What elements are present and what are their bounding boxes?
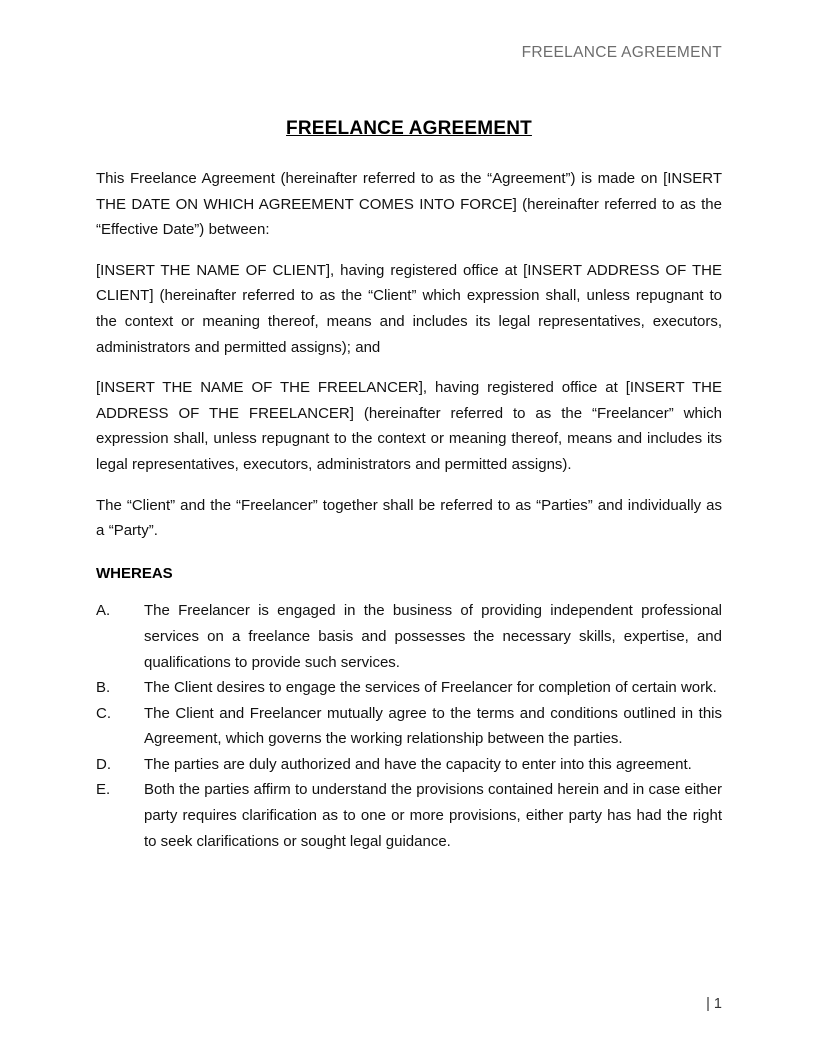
list-item-marker: B.	[96, 679, 111, 697]
paragraph-preamble: This Freelance Agreement (hereinafter referred to as the “Agreement”) is made on [INSERT THE DATE ON WHICH AGREEMENT COMES INTO FORCE] (hereinafter referred to as the “Effective Date”) between:	[96, 170, 722, 239]
list-item-text: Both the parties affirm to understand the provisions contained herein and in case either party requires clarification as to one or more provisions, either party has had the right to seek clarifications or sought legal guidance.	[144, 781, 722, 850]
list-item	[96, 777, 722, 854]
page-number: | 1	[706, 996, 722, 1012]
list-item	[96, 598, 722, 675]
page-title: FREELANCE AGREEMENT	[286, 118, 532, 139]
list-item-text: The Client desires to engage the services of Freelancer for completion of certain work.	[144, 679, 717, 697]
list-item-text: The Freelancer is engaged in the business of providing independent professional services on a freelance basis and possesses the necessary skills, expertise, and qualifications to provide such services.	[144, 602, 722, 671]
list-item	[96, 701, 722, 752]
header-running-title: FREELANCE AGREEMENT	[521, 44, 722, 61]
recitals-list	[96, 598, 722, 854]
whereas-heading: WHEREAS	[96, 564, 173, 582]
document-body	[96, 118, 722, 854]
list-item	[96, 675, 722, 701]
list-item	[96, 752, 722, 778]
paragraph-freelancer: [INSERT THE NAME OF THE FREELANCER], having registered office at [INSERT THE ADDRESS OF THE FREELANCER] (hereinafter referred to as the “Freelancer” which expression shall, unless repugnant to the context or meaning thereof, means and includes its legal representatives, executors, administrators and permitted assigns).	[96, 379, 722, 473]
paragraph-parties: The “Client” and the “Freelancer” together shall be referred to as “Parties” and individually as a “Party”.	[96, 496, 722, 540]
list-item-marker: D.	[96, 755, 111, 773]
list-item-text: The parties are duly authorized and have the capacity to enter into this agreement.	[144, 755, 692, 773]
list-item-marker: E.	[96, 781, 111, 799]
list-item-marker: C.	[96, 704, 111, 722]
list-item-text: The Client and Freelancer mutually agree to the terms and conditions outlined in this Agreement, which governs the working relationship between the parties.	[144, 704, 722, 748]
page-footer	[96, 996, 722, 1012]
list-item-marker: A.	[96, 602, 111, 620]
page-header	[96, 44, 722, 62]
paragraph-client: [INSERT THE NAME OF CLIENT], having registered office at [INSERT ADDRESS OF THE CLIENT] (hereinafter referred to as the “Client” which expression shall, unless repugnant to the context or meaning thereof, means and includes its legal representatives, executors, administrators and permitted assigns); and	[96, 261, 722, 356]
